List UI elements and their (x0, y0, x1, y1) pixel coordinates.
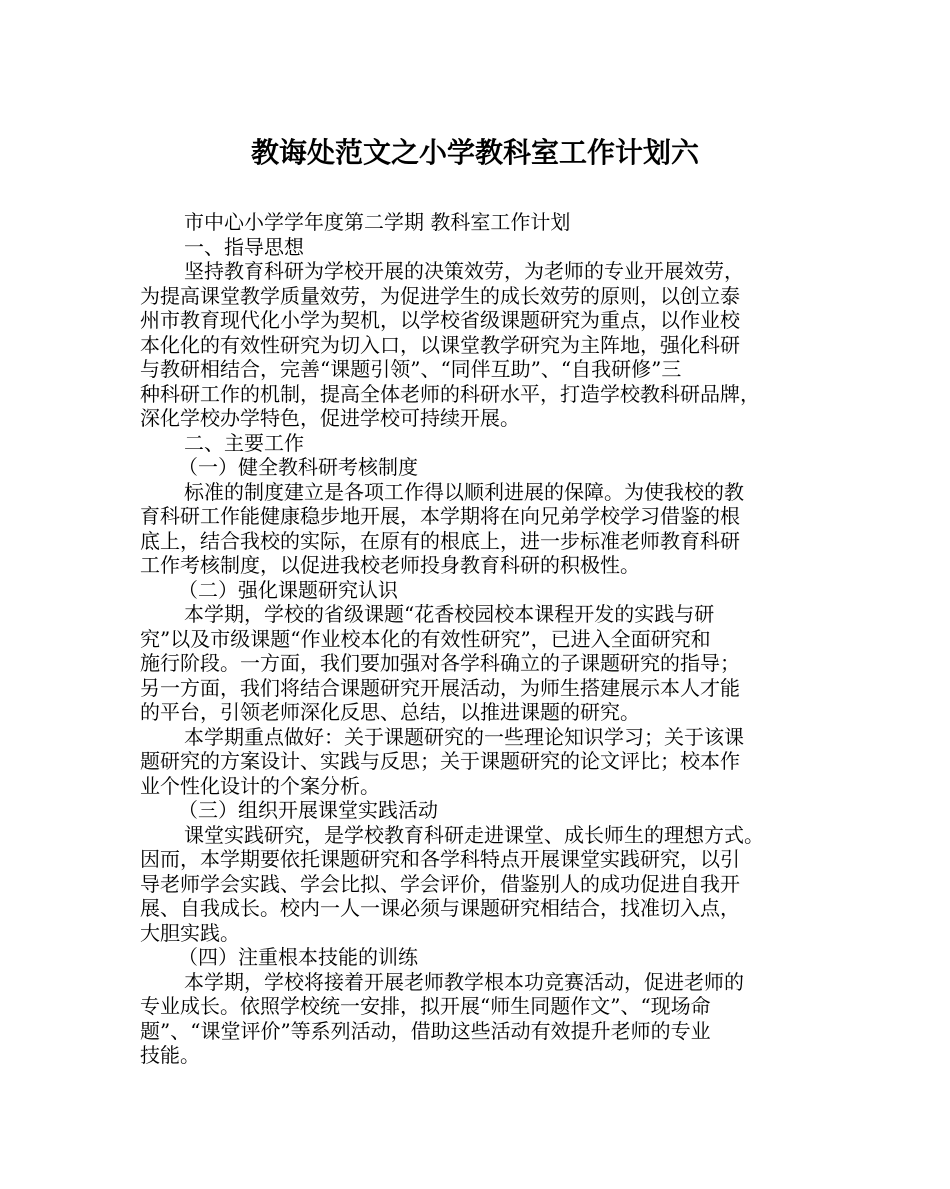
text-line: 本学期重点做好：关于课题研究的一些理论知识学习；关于该课 (184, 724, 744, 749)
text-line: 本化化的有效性研究为切入口，以课堂教学研究为主阵地，强化科研 (140, 332, 740, 357)
text-line: 另一方面，我们将结合课题研究开展活动，为师生搭建展示本人才能 (140, 675, 740, 700)
text-line: 坚持教育科研为学校开展的决策效劳，为老师的专业开展效劳， (184, 259, 744, 283)
text-line: 究”以及市级课题“作业校本化的有效性研究”，已进入全面研究和 (140, 626, 711, 651)
text-line: 工作考核制度，以促进我校老师投身教育科研的积极性。 (140, 553, 640, 577)
text-line: 标准的制度建立是各项工作得以顺利进展的保障。为使我校的教 (184, 479, 744, 504)
text-line: 业个性化设计的个案分析。 (140, 773, 380, 798)
text-line: （二）强化课题研究认识 (178, 577, 398, 602)
text-line: 二、主要工作 (184, 430, 304, 455)
text-line: 施行阶段。一方面，我们要加强对各学科确立的子课题研究的指导； (140, 651, 740, 675)
text-line: 展、自我成长。校内一人一课必须与课题研究相结合，找准切入点， (140, 896, 740, 920)
text-line: （三）组织开展课堂实践活动 (178, 798, 438, 822)
text-line: 专业成长。依照学校统一安排，拟开展“师生同题作文”、“现场命 (140, 994, 711, 1018)
text-line: （四）注重根本技能的训练 (178, 945, 418, 969)
text-line: 底上，结合我校的实际，在原有的根底上，进一步标准老师教育科研 (140, 528, 740, 553)
text-line: 大胆实践。 (140, 920, 240, 945)
text-line: 一、指导思想 (184, 234, 304, 259)
text-line: 本学期，学校的省级课题“花香校园校本课程开发的实践与研 (184, 602, 715, 626)
text-line: 课堂实践研究，是学校教育科研走进课堂、成长师生的理想方式。 (184, 822, 764, 847)
text-line: 州市教育现代化小学为契机，以学校省级课题研究为重点，以作业校 (140, 308, 740, 332)
text-line: 为提高课堂教学质量效劳，为促进学生的成长效劳的原则，以创立泰 (140, 283, 740, 308)
text-line: 与教研相结合，完善“课题引领”、“同伴互助”、“自我研修”三 (140, 357, 682, 381)
text-line: 导老师学会实践、学会比拟、学会评价，借鉴别人的成功促进自我开 (140, 871, 740, 896)
text-line: 深化学校办学特色，促进学校可持续开展。 (140, 406, 520, 430)
text-line: 市中心小学学年度第二学期 教科室工作计划 (184, 210, 571, 234)
text-line: （一）健全教科研考核制度 (178, 455, 418, 479)
text-line: 因而，本学期要依托课题研究和各学科特点开展课堂实践研究，以引 (140, 847, 740, 871)
text-line: 技能。 (140, 1043, 200, 1067)
text-line: 题”、“课堂评价”等系列活动，借助这些活动有效提升老师的专业 (140, 1018, 711, 1043)
text-line: 种科研工作的机制，提高全体老师的科研水平，打造学校教科研品牌， (140, 381, 760, 406)
text-line: 育科研工作能健康稳步地开展，本学期将在向兄弟学校学习借鉴的根 (140, 504, 740, 528)
document-title: 教诲处范文之小学教科室工作计划六 (250, 136, 699, 169)
text-line: 的平台，引领老师深化反思、总结，以推进课题的研究。 (140, 700, 640, 724)
text-line: 本学期，学校将接着开展老师教学根本功竞赛活动，促进老师的 (184, 969, 744, 994)
document-body (140, 210, 820, 1068)
text-line: 题研究的方案设计、实践与反思；关于课题研究的论文评比；校本作 (140, 749, 740, 773)
